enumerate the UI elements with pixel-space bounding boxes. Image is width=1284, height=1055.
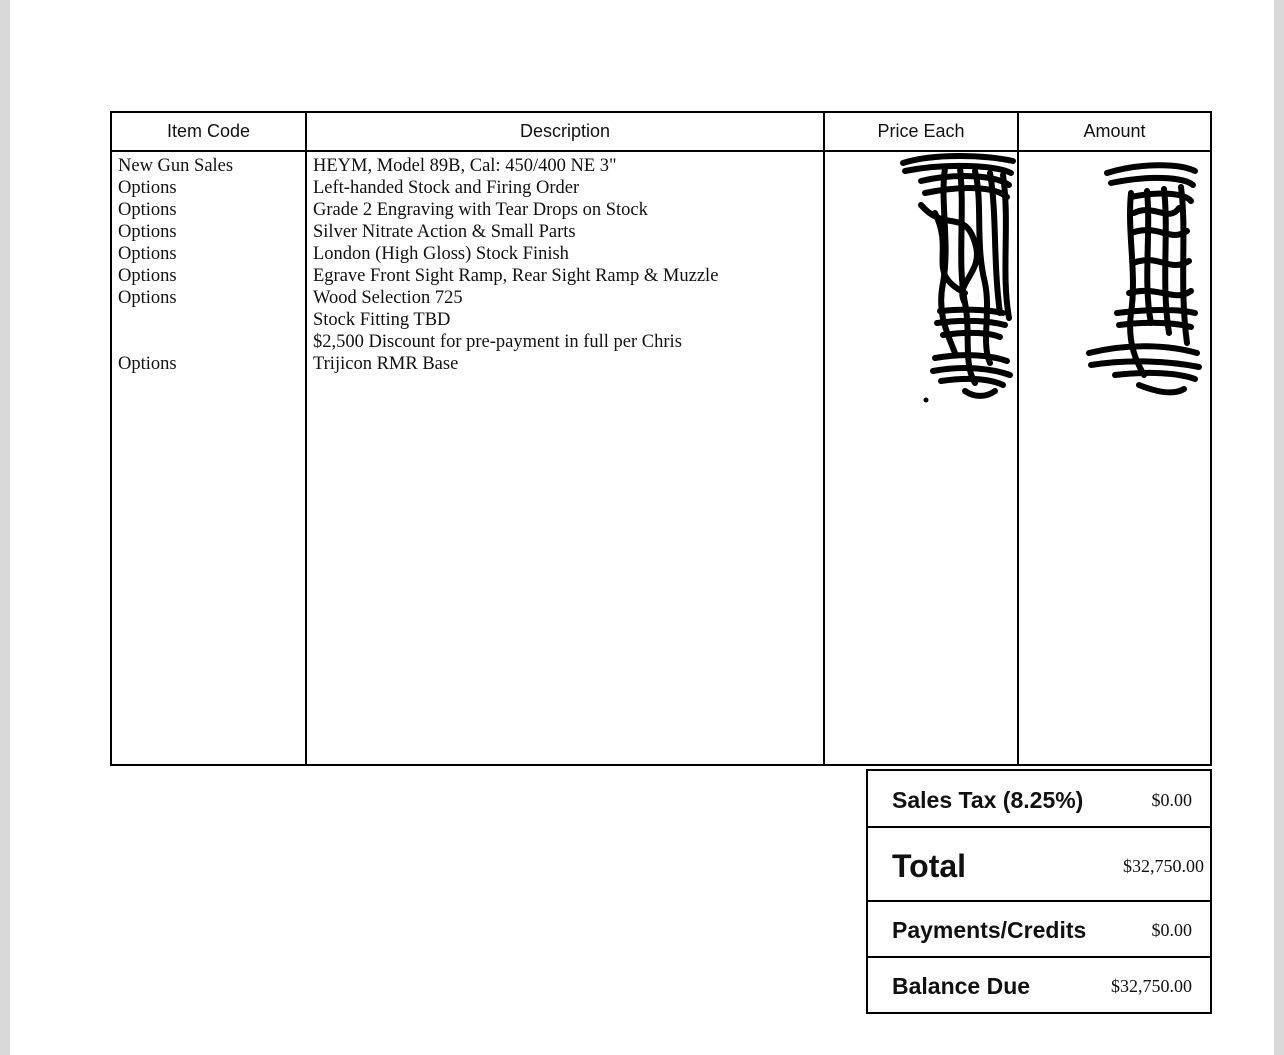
payments-credits-label: Payments/Credits <box>892 917 1087 943</box>
total-label: Total <box>892 848 967 884</box>
item-code-cell: Options <box>118 244 177 264</box>
redaction-scribble <box>825 113 1017 413</box>
description-cell: London (High Gloss) Stock Finish <box>313 244 569 264</box>
item-code-cell: Options <box>118 266 177 286</box>
price-each-header: Price Each <box>825 113 1017 152</box>
description-header: Description <box>307 113 823 152</box>
description-cell: Stock Fitting TBD <box>313 310 451 330</box>
payments-credits-row <box>866 900 1212 958</box>
item-code-cell: Options <box>118 354 177 374</box>
invoice-page <box>10 0 1274 1055</box>
description-cell: Trijicon RMR Base <box>313 354 459 374</box>
balance-due-row <box>866 956 1212 1014</box>
total-row <box>866 826 1212 902</box>
item-code-cell: Options <box>118 200 177 220</box>
item-code-cell <box>118 331 305 353</box>
totals-summary <box>866 769 1212 1014</box>
sales-tax-label: Sales Tax (8.25%) <box>892 787 1084 813</box>
item-code-cell: Options <box>118 288 177 308</box>
item-code-cell: Options <box>118 222 177 242</box>
description-cell: Left-handed Stock and Firing Order <box>313 178 580 198</box>
sales-tax-value: $0.00 <box>1151 790 1192 810</box>
description-cell: Wood Selection 725 <box>313 288 463 308</box>
description-column <box>307 113 825 764</box>
payments-credits-value: $0.00 <box>1151 920 1192 940</box>
balance-due-label: Balance Due <box>892 973 1031 999</box>
total-value: $32,750.00 <box>1123 856 1204 876</box>
item-code-cell: Options <box>118 178 177 198</box>
line-items-table <box>110 111 1212 766</box>
description-cell: Grade 2 Engraving with Tear Drops on Stock <box>313 200 648 220</box>
description-cell: HEYM, Model 89B, Cal: 450/400 NE 3" <box>313 156 617 176</box>
redaction-scribble <box>1019 113 1209 413</box>
item-code-cell: New Gun Sales <box>118 156 234 176</box>
item-code-cell <box>118 309 305 331</box>
item-code-header: Item Code <box>112 113 305 152</box>
item-code-column <box>112 113 307 764</box>
description-cell: Egrave Front Sight Ramp, Rear Sight Ramp & Muzzle <box>313 266 719 286</box>
balance-due-value: $32,750.00 <box>1111 976 1192 996</box>
price-each-column <box>825 113 1019 764</box>
description-cell: $2,500 Discount for pre-payment in full per Chris <box>313 332 682 352</box>
amount-column <box>1019 113 1210 764</box>
description-cell: Silver Nitrate Action & Small Parts <box>313 222 576 242</box>
sales-tax-row <box>866 769 1212 828</box>
amount-header: Amount <box>1019 113 1210 152</box>
